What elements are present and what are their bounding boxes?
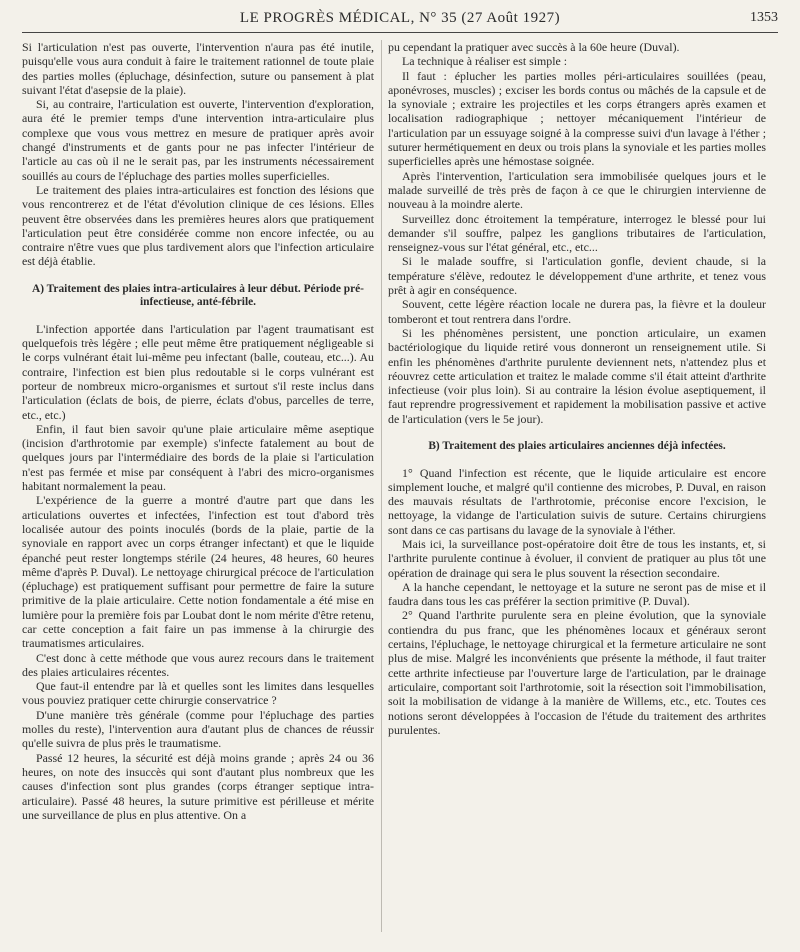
paragraph: Passé 12 heures, la sécurité est déjà moins grande ; après 24 ou 36 heures, on note des insuccès qui sont d'autant plus nombreux que les causes d'infection sont plus grandes (corps étranger septique intra-articulaire). Passé 48 heures, la suture primitive est périlleuse et mérite une surveillance de plus en plus attentive. On a bbox=[22, 750, 374, 822]
right-column bbox=[388, 40, 766, 737]
paragraph: D'une manière très générale (comme pour l'épluchage des parties molles du reste), l'intervention aura d'autant plus de chances de réussir qu'elle suivra de plus près le traumatisme. bbox=[22, 707, 374, 751]
paragraph: Si, au contraire, l'articulation est ouverte, l'intervention d'exploration, aura été le premier temps d'une intervention intra-articulaire plus complexe que vous vous mettrez en mesure de pratiquer après avoir changé d'instruments et de gants pour ne pas infecter l'intérieur de l'article au cas où il ne le serait pas, par les instruments nécessairement souillés au cours de l'épluchage des parties molles superficielles. bbox=[22, 97, 374, 183]
paragraph: A la hanche cependant, le nettoyage et la suture ne seront pas de mise et il faudra dans tous les cas préférer la section primitive (P. Duval). bbox=[388, 579, 766, 609]
paragraph: Enfin, il faut bien savoir qu'une plaie articulaire même aseptique (incision d'arthrotomie par exemple) s'infecte fatalement au bout de quelques jours par l'intermédiaire des bords de la plaie si l'articulation n'est pas fermée et mise par conséquent à l'abri des micro-organismes habitant normalement la peau. bbox=[22, 421, 374, 494]
column-divider bbox=[381, 40, 382, 932]
paragraph: Si le malade souffre, si l'articulation gonfle, devient chaude, si la température s'élève, redoutez le développement d'une arthrite, et tenez vous prêt à agir en conséquence. bbox=[388, 254, 766, 298]
paragraph: pu cependant la pratiquer avec succès à la 60e heure (Duval). bbox=[388, 40, 680, 54]
section-heading-b: B) Traitement des plaies articulaires anciennes déjà infectées. bbox=[428, 440, 726, 453]
paragraph: Si l'articulation n'est pas ouverte, l'intervention n'aura pas été inutile, puisqu'elle vous aura conduit à faire le traitement rationnel de toute plaie des parties molles (épluchage, désinfection, suture ou pansement à plat suivant l'état d'asepsie de la plaie). bbox=[22, 40, 374, 97]
journal-title: LE PROGRÈS MÉDICAL, N° 35 (27 Août 1927) bbox=[239, 10, 561, 26]
running-header bbox=[22, 6, 778, 33]
left-column bbox=[22, 40, 374, 822]
section-heading-a: A) Traitement des plaies intra-articulaires à leur début. Période pré-infectieuse, anté-fébrile. bbox=[32, 282, 364, 309]
paragraph: Il faut : éplucher les parties molles péri-articulaires souillées (peau, aponévroses, muscles) ; exciser les bords contus ou mâchés de la capsule et de la synoviale ; extraire les projectiles et les corps étrangers après examen et localisation radiographique ; nettoyer mécaniquement l'intérieur de l'articulation par un essuyage soigné à la compresse suivi d'un lavage à l'éther ; suturer hermétiquement en deux ou trois plans la synoviale et les parties molles superficielles après une hémostase soignée. bbox=[388, 68, 766, 169]
paragraph: Mais ici, la surveillance post-opératoire doit être de tous les instants, et, si l'arthrite purulente continue à évoluer, il convient de pratiquer au plus tôt une opération de drainage qui sera le plus souvent la résection secondaire. bbox=[388, 537, 766, 580]
paragraph: Souvent, cette légère réaction locale ne durera pas, la fièvre et la douleur tomberont et tout rentrera dans l'ordre. bbox=[388, 297, 766, 326]
paragraph: L'infection apportée dans l'articulation par l'agent traumatisant est quelquefois très légère ; elle peut même être pratiquement négligeable si le corps vulnérant était lui-même peu infectant (balle, couteau, etc...). Au contraire, l'infection est bien plus redoutable si le corps vulnérant est porteur de nombreux micro-organismes et surtout s'il reste inclus dans l'articulation (éclats de bois, de pierre, éclats d'obus, parcelles de terre, etc., etc.) bbox=[22, 321, 374, 422]
paragraph: C'est donc à cette méthode que vous aurez recours dans le traitement des plaies articulaires récentes. bbox=[22, 650, 374, 679]
page-number: 1353 bbox=[750, 10, 778, 25]
paragraph: Si les phénomènes persistent, une ponction articulaire, un examen bactériologique du liquide retiré vous donneront un renseignement utile. Si enfin les phénomènes d'arthrite purulente deviennent nets, n'attendez plus et réouvrez cette articulation et traitez le malade comme s'il était atteint d'arthrite infectieuse (voir plus loin). Si au contraire la lésion évolue aseptiquement, il faut reprendre progressivement et rapidement la mobilisation passive et active de l'articulation (vers le 5e jour). bbox=[388, 325, 766, 426]
paragraph: L'expérience de la guerre a montré d'autre part que dans les articulations ouvertes et infectées, l'infection est tout d'abord très localisée autour des points inoculés (bords de la plaie, partie de la synoviale en rapport avec un corps étranger infectant) et que le liquide épanché peut rester longtemps stérile (24 heures, 48 heures, 60 heures même d'après P. Duval). Le nettoyage chirurgical précoce de l'articulation (épluchage) est pratiquement suffisant pour permettre de faire la suture primitive de la plaie articulaire. Cette notion fondamentale a été mise en lumière pour la première fois par Loubat dont le nom mérite d'être retenu, car cette conception a fait faire un pas immense à la chirurgie des traumatismes articulaires. bbox=[22, 493, 374, 651]
paragraph: 2° Quand l'arthrite purulente sera en pleine évolution, que la synoviale contiendra du pus franc, que les phénomènes locaux et généraux seront certains, l'épluchage, le nettoyage chirurgical et la fermeture articulaire ne sont plus de mise. Malgré les inconvénients que présente la méthode, il faut traiter cette arthrite infectieuse par l'ouverture large de l'articulation, par le drainage articulaire, comportant soit l'arthrotomie, soit la résection soit l'immobilisation, soit la mobilisation de vidange à la manière de Willems, etc., etc. Toutes ces notions seront développées à l'occasion de l'étude du traitement des arthrites purulentes. bbox=[388, 608, 766, 737]
paragraph: Que faut-il entendre par là et quelles sont les limites dans lesquelles vous pouviez pratiquer cette chirurgie conservatrice ? bbox=[22, 679, 374, 708]
paragraph: Après l'intervention, l'articulation sera immobilisée quelques jours et le malade surveillé de très près de façon à ce que le chirurgien intervienne de nouveau à la moindre alerte. bbox=[388, 168, 766, 212]
paragraph: Surveillez donc étroitement la température, interrogez le blessé pour lui demander s'il souffre, palpez les ganglions tributaires de l'articulation, renseignez-vous sur l'état général, etc., etc... bbox=[388, 211, 766, 255]
paragraph: Le traitement des plaies intra-articulaires est fonction des lésions que vous rencontrerez et de l'état d'évolution clinique de ces lésions. Elles peuvent être observées dans les premières heures alors que pratiquement l'articulation peut être considérée comme non encore infectée, ou au contraire n'être vues que plus tardivement alors que l'infection articulaire est déjà établie. bbox=[22, 182, 374, 269]
paragraph: 1° Quand l'infection est récente, que le liquide articulaire est encore simplement louche, et malgré qu'il contienne des microbes, P. Duval, en raison des mauvais résultats de l'arthrotomie, préconise encore l'excision, le nettoyage, la vidange de l'articulation suivis de suture. Certains chirurgiens sont dans ce cas partisans du lavage de la synoviale à l'éther. bbox=[388, 465, 766, 537]
paragraph: La technique à réaliser est simple : bbox=[402, 54, 568, 69]
